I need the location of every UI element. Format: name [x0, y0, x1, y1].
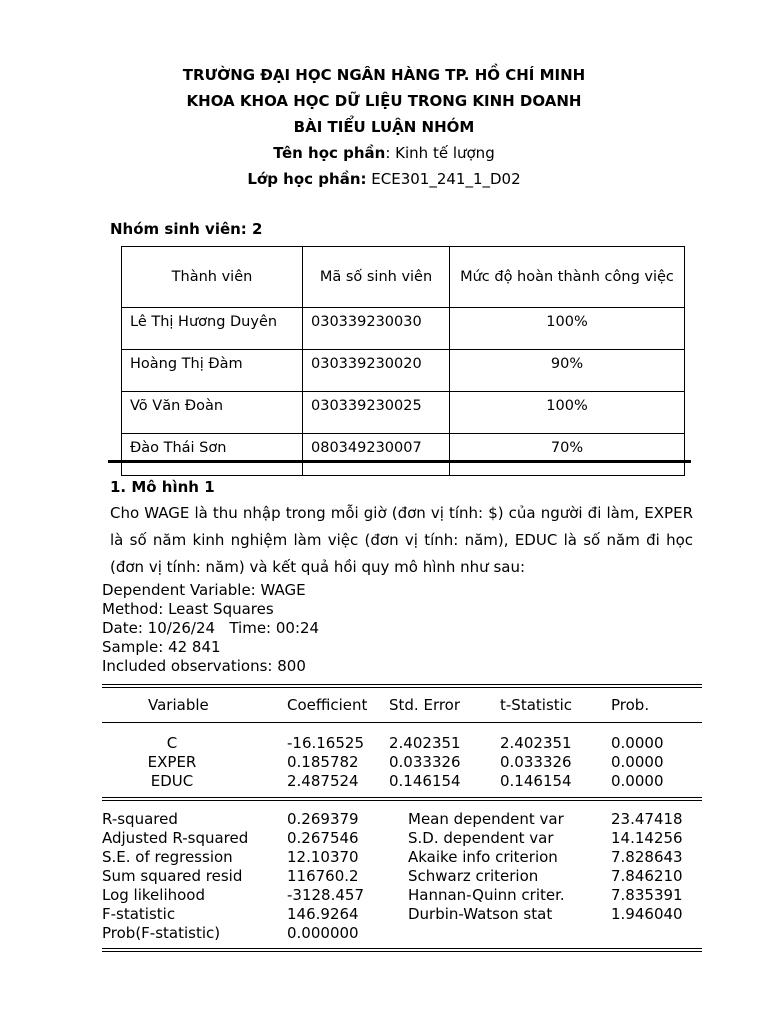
course-value: : Kinh tế lượng — [385, 144, 495, 162]
col-variable: Variable — [148, 696, 209, 714]
info-dependent-variable: Dependent Variable: WAGE — [102, 581, 306, 599]
stat-value: 7.846210 — [611, 867, 683, 885]
stats-rule — [102, 797, 702, 801]
section-title: 1. Mô hình 1 — [110, 478, 215, 496]
info-method: Method: Least Squares — [102, 600, 274, 618]
stat-label: Mean dependent var — [408, 810, 564, 828]
coef-variable: C — [166, 734, 178, 752]
stat-value: 23.47418 — [611, 810, 683, 828]
table-row — [122, 350, 685, 392]
member-name: Hoàng Thị Đàm — [122, 350, 303, 392]
group-label: Nhóm sinh viên: 2 — [110, 220, 263, 238]
member-completion: 100% — [450, 308, 685, 350]
members-header-row — [122, 247, 685, 308]
member-id: 030339230025 — [303, 392, 450, 434]
col-student-id: Mã số sinh viên — [303, 247, 450, 308]
stat-value: 0.000000 — [287, 924, 359, 942]
stat-value: 1.946040 — [611, 905, 683, 923]
stat-value: 14.14256 — [611, 829, 683, 847]
member-completion: 90% — [450, 350, 685, 392]
member-name: Lê Thị Hương Duyên — [122, 308, 303, 350]
stat-label: R-squared — [102, 810, 178, 828]
member-id: 030339230030 — [303, 308, 450, 350]
course-label: Tên học phần — [273, 144, 386, 162]
col-coefficient: Coefficient — [287, 696, 368, 714]
table-row — [122, 308, 685, 350]
table-row — [122, 434, 685, 476]
col-prob: Prob. — [611, 696, 650, 714]
coef-t-statistic: 0.146154 — [500, 772, 572, 790]
coef-t-statistic: 2.402351 — [500, 734, 572, 752]
stat-label: Hannan-Quinn criter. — [408, 886, 565, 904]
stat-label: S.E. of regression — [102, 848, 233, 866]
regression-info — [102, 581, 319, 676]
coef-coefficient: 2.487524 — [287, 772, 359, 790]
stat-value: 12.10370 — [287, 848, 359, 866]
stat-label: Sum squared resid — [102, 867, 243, 885]
section-divider — [108, 460, 691, 463]
col-member: Thành viên — [122, 247, 303, 308]
col-std-error: Std. Error — [389, 696, 461, 714]
coef-prob: 0.0000 — [611, 772, 664, 790]
coef-prob: 0.0000 — [611, 734, 664, 752]
table-bottom-rule — [102, 948, 702, 952]
stat-value: 0.269379 — [287, 810, 359, 828]
stat-label: S.D. dependent var — [408, 829, 554, 847]
info-sample: Sample: 42 841 — [102, 638, 221, 656]
course-line — [0, 144, 768, 162]
stat-label: Akaike info criterion — [408, 848, 558, 866]
faculty-name: KHOA KHOA HỌC DỮ LIỆU TRONG KINH DOANH — [186, 92, 582, 110]
assignment-title: BÀI TIỂU LUẬN NHÓM — [293, 118, 475, 136]
members-table — [121, 246, 685, 476]
member-completion: 100% — [450, 392, 685, 434]
coef-coefficient: -16.16525 — [287, 734, 364, 752]
info-observations: Included observations: 800 — [102, 657, 306, 675]
coef-variable: EXPER — [147, 753, 197, 771]
member-name: Đào Thái Sơn — [122, 434, 303, 476]
stat-label: Log likelihood — [102, 886, 205, 904]
info-date: Date: 10/26/24 Time: 00:24 — [102, 619, 320, 637]
member-id: 080349230007 — [303, 434, 450, 476]
coef-variable: EDUC — [150, 772, 194, 790]
stat-value: 7.828643 — [611, 848, 683, 866]
stat-label: F-statistic — [102, 905, 176, 923]
table-row — [122, 392, 685, 434]
stat-value: -3128.457 — [287, 886, 364, 904]
stat-value: 0.267546 — [287, 829, 359, 847]
coef-std-error: 2.402351 — [389, 734, 461, 752]
coef-std-error: 0.033326 — [389, 753, 461, 771]
coef-t-statistic: 0.033326 — [500, 753, 572, 771]
stat-value: 7.835391 — [611, 886, 683, 904]
coef-prob: 0.0000 — [611, 753, 664, 771]
col-completion: Mức độ hoàn thành công việc — [450, 247, 685, 308]
stat-value: 116760.2 — [287, 867, 359, 885]
stat-value: 146.9264 — [287, 905, 359, 923]
section-paragraph: Cho WAGE là thu nhập trong mỗi giờ (đơn vị tính: $) của người đi làm, EXPER là số năm kinh nghiệm làm việc (đơn vị tính: năm), EDUC là số năm đi học (đơn vị tính: năm) và kết quả hồi quy mô hình như sau: — [110, 504, 693, 576]
member-name: Võ Văn Đoàn — [122, 392, 303, 434]
university-name: TRƯỜNG ĐẠI HỌC NGÂN HÀNG TP. HỒ CHÍ MINH — [182, 66, 586, 84]
coef-std-error: 0.146154 — [389, 772, 461, 790]
stat-label: Prob(F-statistic) — [102, 924, 221, 942]
class-line — [0, 170, 768, 188]
member-completion: 70% — [450, 434, 685, 476]
table-top-rule — [102, 684, 702, 688]
header-rule — [102, 722, 702, 723]
stat-label: Adjusted R-squared — [102, 829, 249, 847]
class-value: ECE301_241_1_D02 — [366, 170, 521, 188]
stat-label: Durbin-Watson stat — [408, 905, 553, 923]
coef-coefficient: 0.185782 — [287, 753, 359, 771]
class-label: Lớp học phần: — [247, 170, 367, 188]
col-t-statistic: t-Statistic — [500, 696, 573, 714]
member-id: 030339230020 — [303, 350, 450, 392]
stat-label: Schwarz criterion — [408, 867, 539, 885]
